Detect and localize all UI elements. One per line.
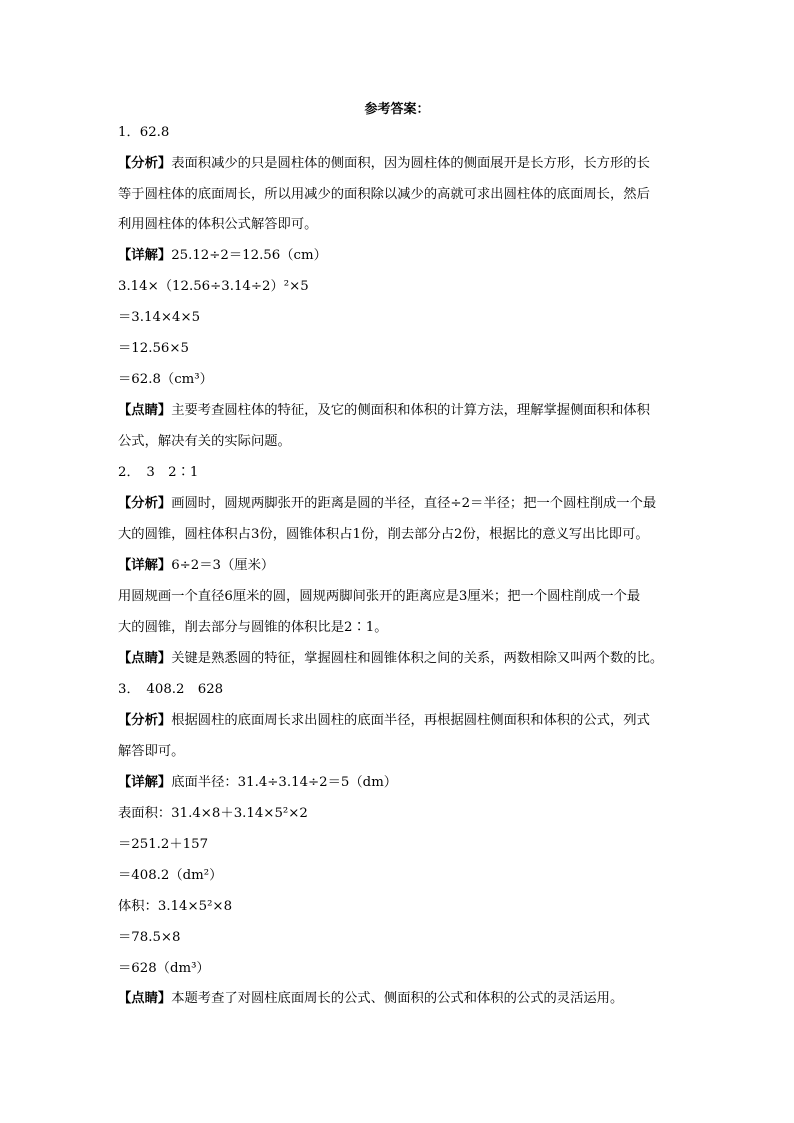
answer-line: 【分析】根据圆柱的底面周长求出圆柱的底面半径，再根据圆柱侧面积和体积的公式，列式 — [118, 713, 650, 728]
answer-line: ＝408.2（dm²） — [118, 868, 223, 883]
answer-line: 表面积：31.4×8＋3.14×5²×2 — [118, 806, 308, 821]
answer-line: 大的圆锥，圆柱体积占3份，圆锥体积占1份，削去部分占2份，根据比的意义写出比即可。 — [118, 527, 649, 542]
answer-line: 公式，解决有关的实际问题。 — [118, 434, 291, 449]
answer-line: ＝628（dm³） — [118, 961, 210, 976]
answer-line: 用圆规画一个直径6厘米的圆，圆规两脚间张开的距离应是3厘米；把一个圆柱削成一个最 — [118, 589, 641, 604]
answer-line: 解答即可。 — [118, 744, 185, 759]
answer-line: 【详解】25.12÷2＝12.56（cm） — [118, 248, 327, 263]
answer-line: 【分析】画圆时，圆规两脚张开的距离是圆的半径，直径÷2＝半径；把一个圆柱削成一个最 — [118, 496, 657, 511]
answer-line: 【点睛】本题考查了对圆柱底面周长的公式、侧面积的公式和体积的公式的灵活运用。 — [118, 991, 624, 1006]
answer-line: 【点睛】关键是熟悉圆的特征，掌握圆柱和圆锥体积之间的关系，两数相除又叫两个数的比。 — [118, 651, 664, 666]
answer-line: 1．62.8 — [118, 125, 170, 140]
answer-line: 【点睛】主要考查圆柱体的特征，及它的侧面积和体积的计算方法，理解掌握侧面积和体积 — [118, 403, 650, 418]
answer-line: 3.14×（12.56÷3.14÷2）²×5 — [118, 279, 309, 294]
answer-line: 体积：3.14×5²×8 — [118, 899, 233, 914]
answer-line: 【分析】表面积减少的只是圆柱体的侧面积，因为圆柱体的侧面展开是长方形，长方形的长 — [118, 156, 650, 171]
answer-line: 【详解】6÷2＝3（厘米） — [118, 558, 275, 573]
answer-line: ＝62.8（cm³） — [118, 372, 213, 387]
answer-line: ＝3.14×4×5 — [118, 310, 201, 325]
answer-line: 等于圆柱体的底面周长，所以用减少的面积除以减少的高就可求出圆柱体的底面周长，然后 — [118, 187, 650, 202]
answer-line: 2． 3 2∶1 — [118, 465, 199, 480]
answer-line: 大的圆锥，削去部分与圆锥的体积比是2∶1。 — [118, 620, 388, 635]
page-title: 参考答案： — [364, 102, 430, 117]
answer-line: ＝251.2＋157 — [118, 837, 209, 852]
answer-line: 3． 408.2 628 — [118, 682, 224, 697]
answer-line: ＝78.5×8 — [118, 930, 181, 945]
answer-line: ＝12.56×5 — [118, 341, 189, 356]
answer-line: 【详解】底面半径：31.4÷3.14÷2＝5（dm） — [118, 775, 398, 790]
answer-line: 利用圆柱体的体积公式解答即可。 — [118, 217, 318, 232]
